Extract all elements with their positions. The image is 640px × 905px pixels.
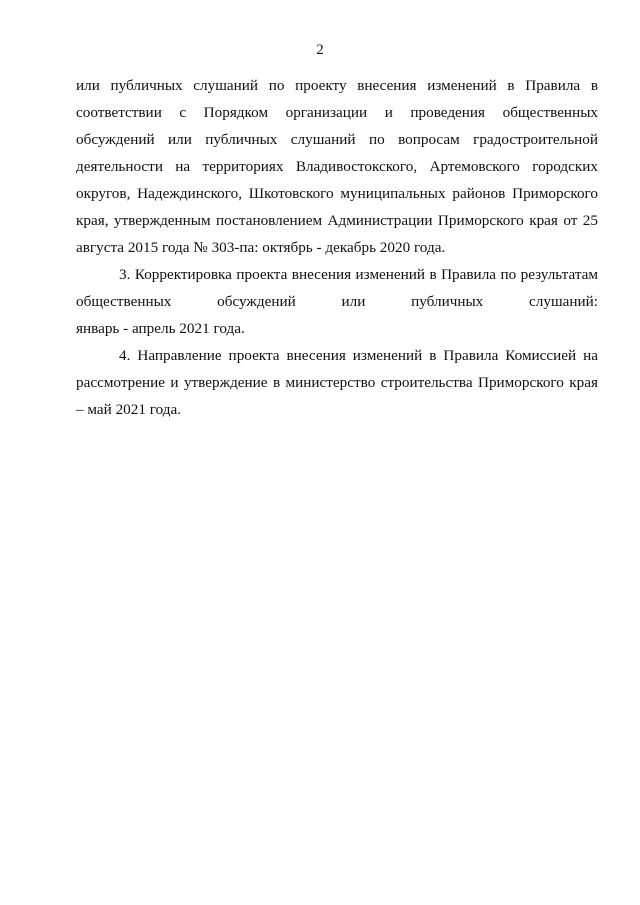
text-line: августа 2015 года № 303-па: октябрь - декабрь 2020 года. — [76, 239, 446, 256]
text-line: обсуждений или публичных слушаний по вопросам градостроительной — [76, 131, 598, 148]
text-line: 3. Корректировка проекта внесения изменений в Правила по результатам — [119, 266, 598, 283]
text-line: или публичных слушаний по проекту внесения изменений в Правила в — [76, 77, 598, 94]
text-line: соответствии с Порядком организации и проведения общественных — [76, 104, 598, 121]
text-line: – май 2021 года. — [76, 401, 182, 418]
page-number: 2 — [316, 42, 324, 58]
text-line: общественных обсуждений или публичных слушаний: — [76, 293, 598, 310]
text-line: 4. Направление проекта внесения изменений в Правила Комиссией на — [119, 347, 598, 364]
paragraph-item-3 — [76, 261, 598, 342]
paragraph-item-4 — [76, 342, 598, 423]
text-line: январь - апрель 2021 года. — [76, 320, 245, 337]
text-line: округов, Надеждинского, Шкотовского муниципальных районов Приморского — [76, 185, 598, 202]
text-line: края, утвержденным постановлением Администрации Приморского края от 25 — [76, 212, 598, 229]
text-line: рассмотрение и утверждение в министерство строительства Приморского края — [76, 374, 598, 391]
paragraph-continuation — [76, 72, 598, 261]
document-body — [76, 72, 598, 423]
text-line: деятельности на территориях Владивостокского, Артемовского городских — [76, 158, 598, 175]
